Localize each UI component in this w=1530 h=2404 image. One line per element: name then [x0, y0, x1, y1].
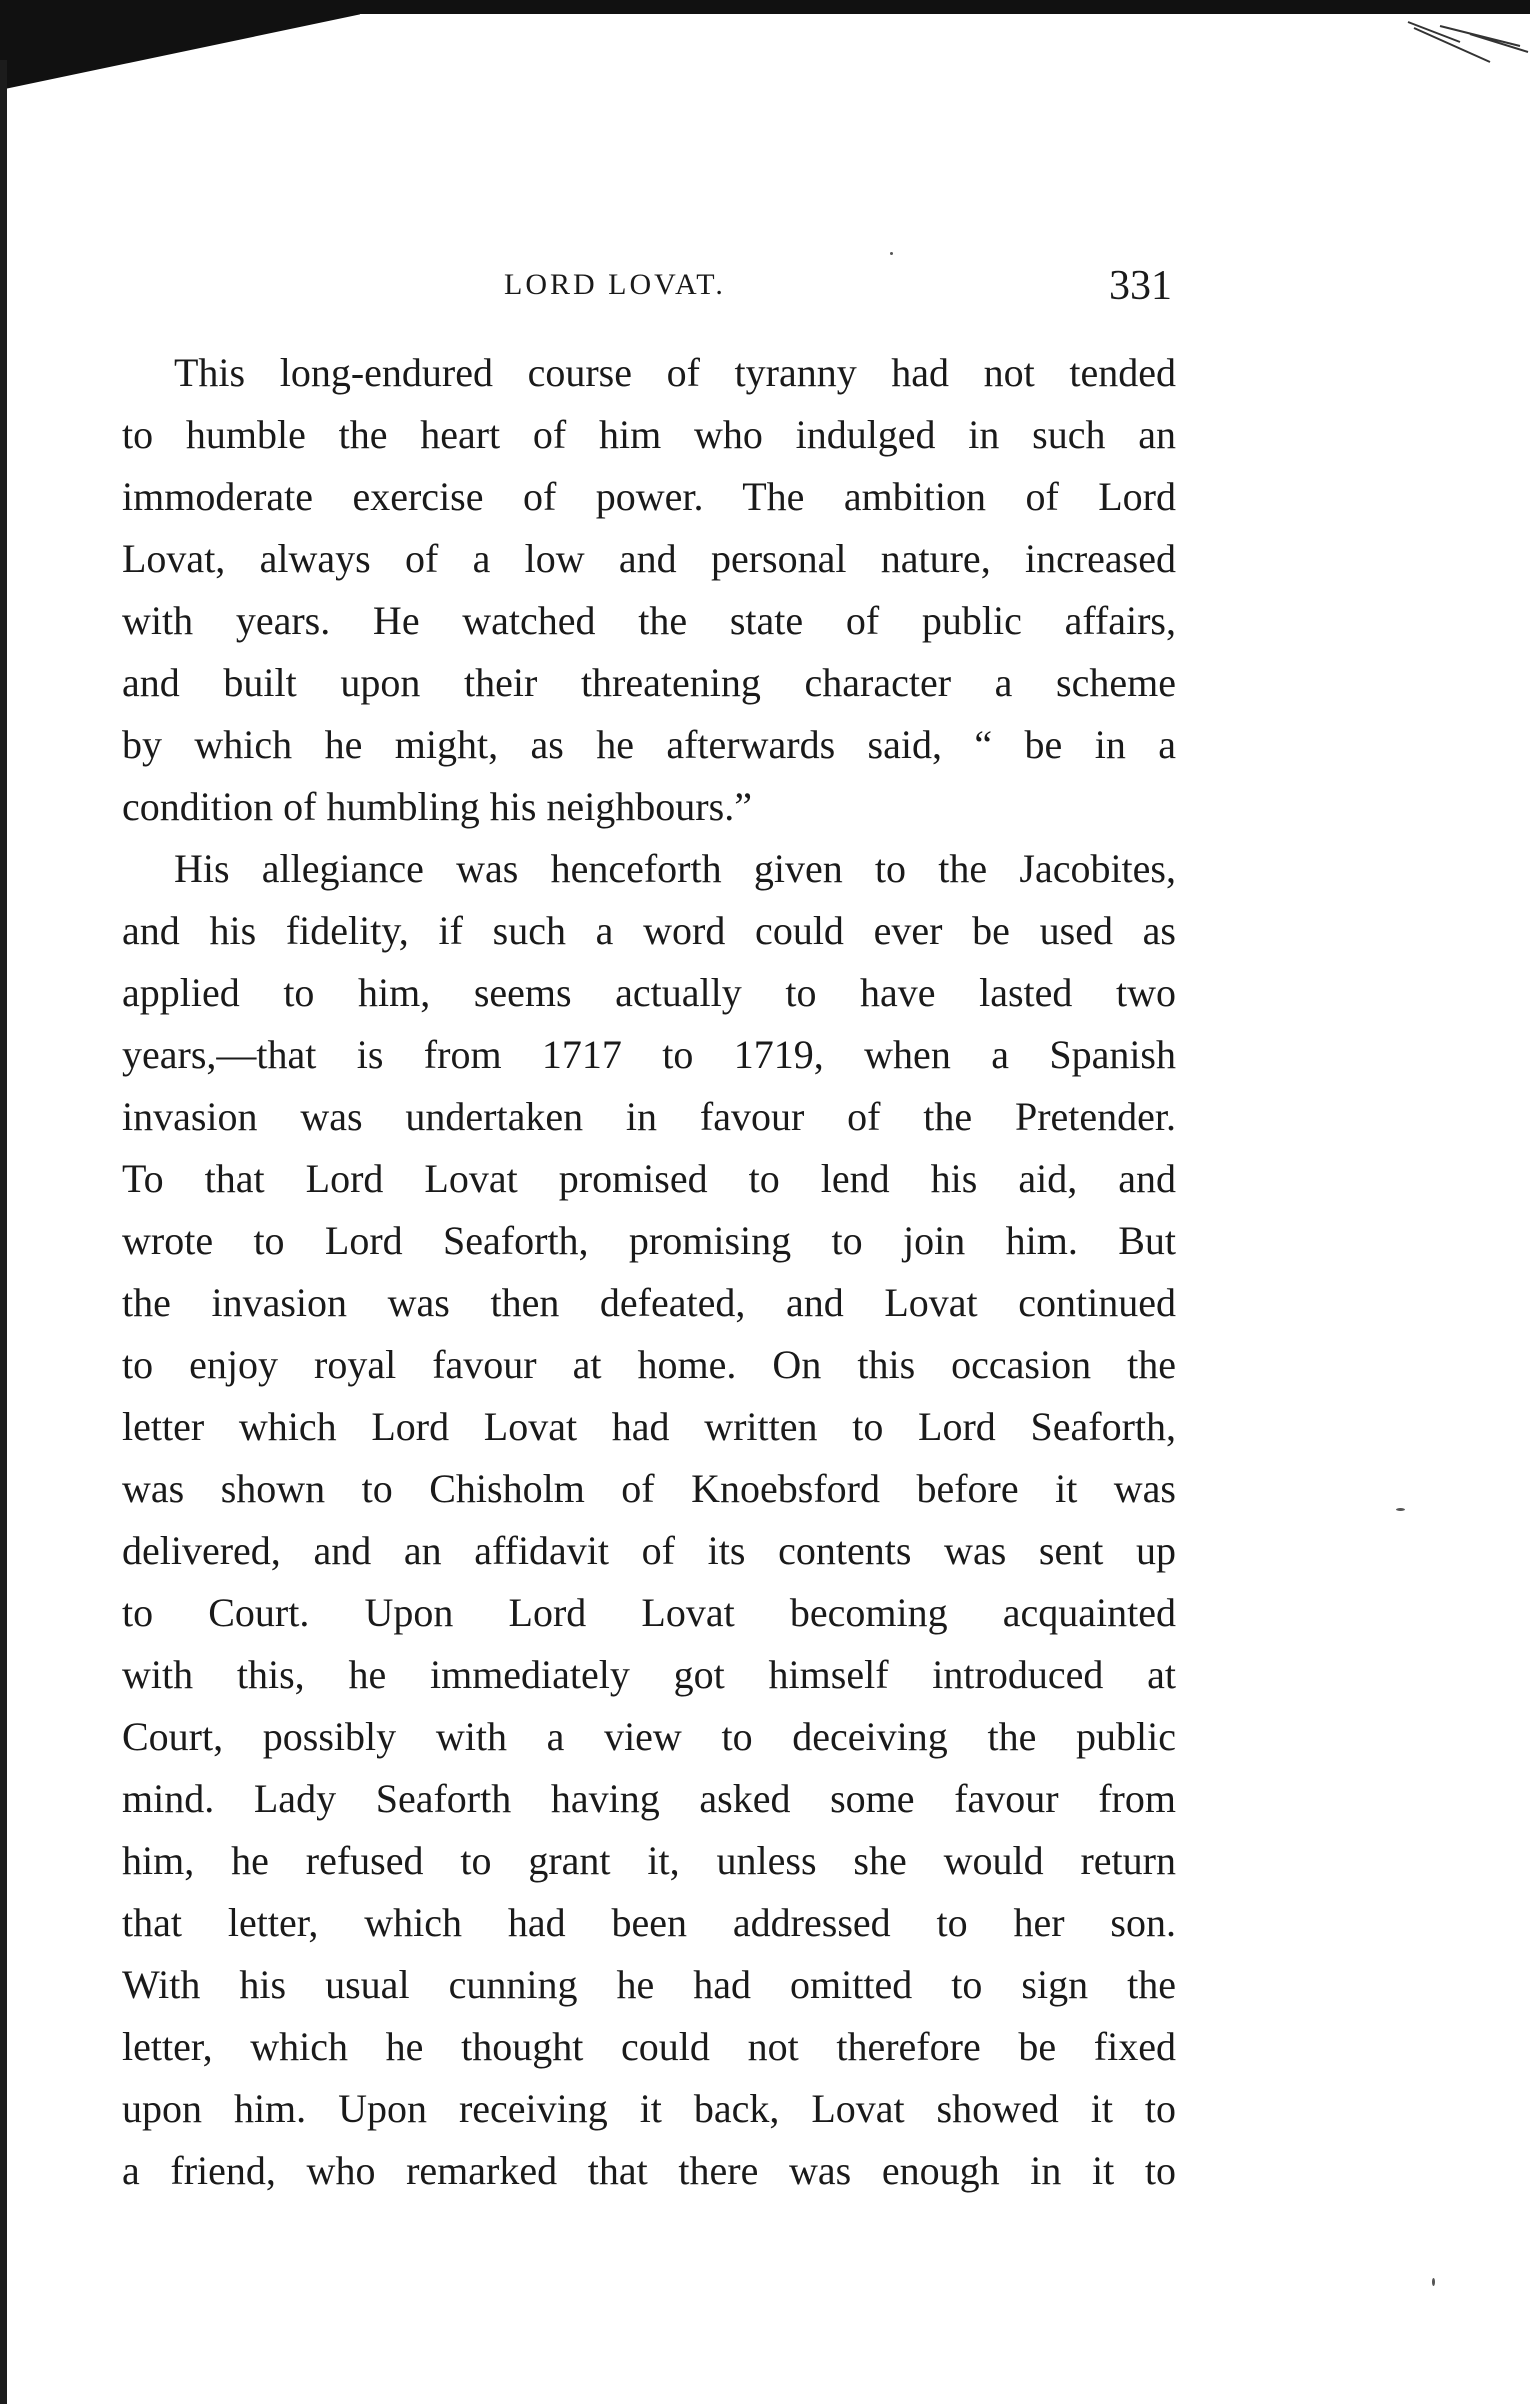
text-line: letter, which he thought could not therefore be fixed [122, 2024, 1176, 2069]
paragraph-2 [122, 838, 1176, 2202]
text-line: was shown to Chisholm of Knoebsford before it was [122, 1466, 1176, 1511]
text-line: mind. Lady Seaforth having asked some favour from [122, 1776, 1176, 1821]
text-line: to humble the heart of him who indulged in such an [122, 412, 1176, 457]
text-line: upon him. Upon receiving it back, Lovat showed it to [122, 2086, 1176, 2131]
text-line: with this, he immediately got himself introduced at [122, 1652, 1176, 1697]
text-line: wrote to Lord Seaforth, promising to join him. But [122, 1218, 1176, 1263]
text-line: delivered, and an affidavit of its contents was sent up [122, 1528, 1176, 1573]
body-text [122, 342, 1176, 2202]
text-line: him, he refused to grant it, unless she would return [122, 1838, 1176, 1883]
text-line: His allegiance was henceforth given to the Jacobites, [174, 846, 1176, 891]
text-line: Court, possibly with a view to deceiving the public [122, 1714, 1176, 1759]
text-line: years,—that is from 1717 to 1719, when a Spanish [122, 1032, 1176, 1077]
text-line: to Court. Upon Lord Lovat becoming acquainted [122, 1590, 1176, 1635]
scan-shadow-top-left [0, 0, 360, 90]
page-number: 331 [1109, 263, 1172, 309]
text-line: with years. He watched the state of public affairs, [122, 598, 1176, 643]
text-line: This long-endured course of tyranny had not tended [174, 350, 1176, 395]
scan-speck [890, 252, 893, 255]
running-title: LORD LOVAT. [504, 268, 726, 301]
text-line: Lovat, always of a low and personal nature, increased [122, 536, 1176, 581]
text-line: condition of humbling his neighbours.” [122, 784, 752, 829]
text-line: by which he might, as he afterwards said, “ be in a [122, 722, 1176, 767]
text-line: invasion was undertaken in favour of the Pretender. [122, 1094, 1176, 1139]
text-line: a friend, who remarked that there was enough in it to [122, 2148, 1176, 2193]
text-line: to enjoy royal favour at home. On this occasion the [122, 1342, 1176, 1387]
text-line: and his fidelity, if such a word could ever be used as [122, 908, 1176, 953]
text-line: immoderate exercise of power. The ambition of Lord [122, 474, 1176, 519]
text-line: and built upon their threatening character a scheme [122, 660, 1176, 705]
text-line: With his usual cunning he had omitted to sign the [122, 1962, 1176, 2007]
scan-border-left [0, 60, 7, 2404]
running-head [122, 262, 1176, 312]
text-line: that letter, which had been addressed to her son. [122, 1900, 1176, 1945]
text-line: letter which Lord Lovat had written to Lord Seaforth, [122, 1404, 1176, 1449]
paragraph-1 [122, 342, 1176, 838]
text-line: applied to him, seems actually to have lasted two [122, 970, 1176, 1015]
scan-streak-marks [1400, 12, 1530, 82]
scan-speck [1432, 2278, 1435, 2286]
text-line: To that Lord Lovat promised to lend his aid, and [122, 1156, 1176, 1201]
scan-speck [1396, 1508, 1405, 1511]
text-line: the invasion was then defeated, and Lovat continued [122, 1280, 1176, 1325]
